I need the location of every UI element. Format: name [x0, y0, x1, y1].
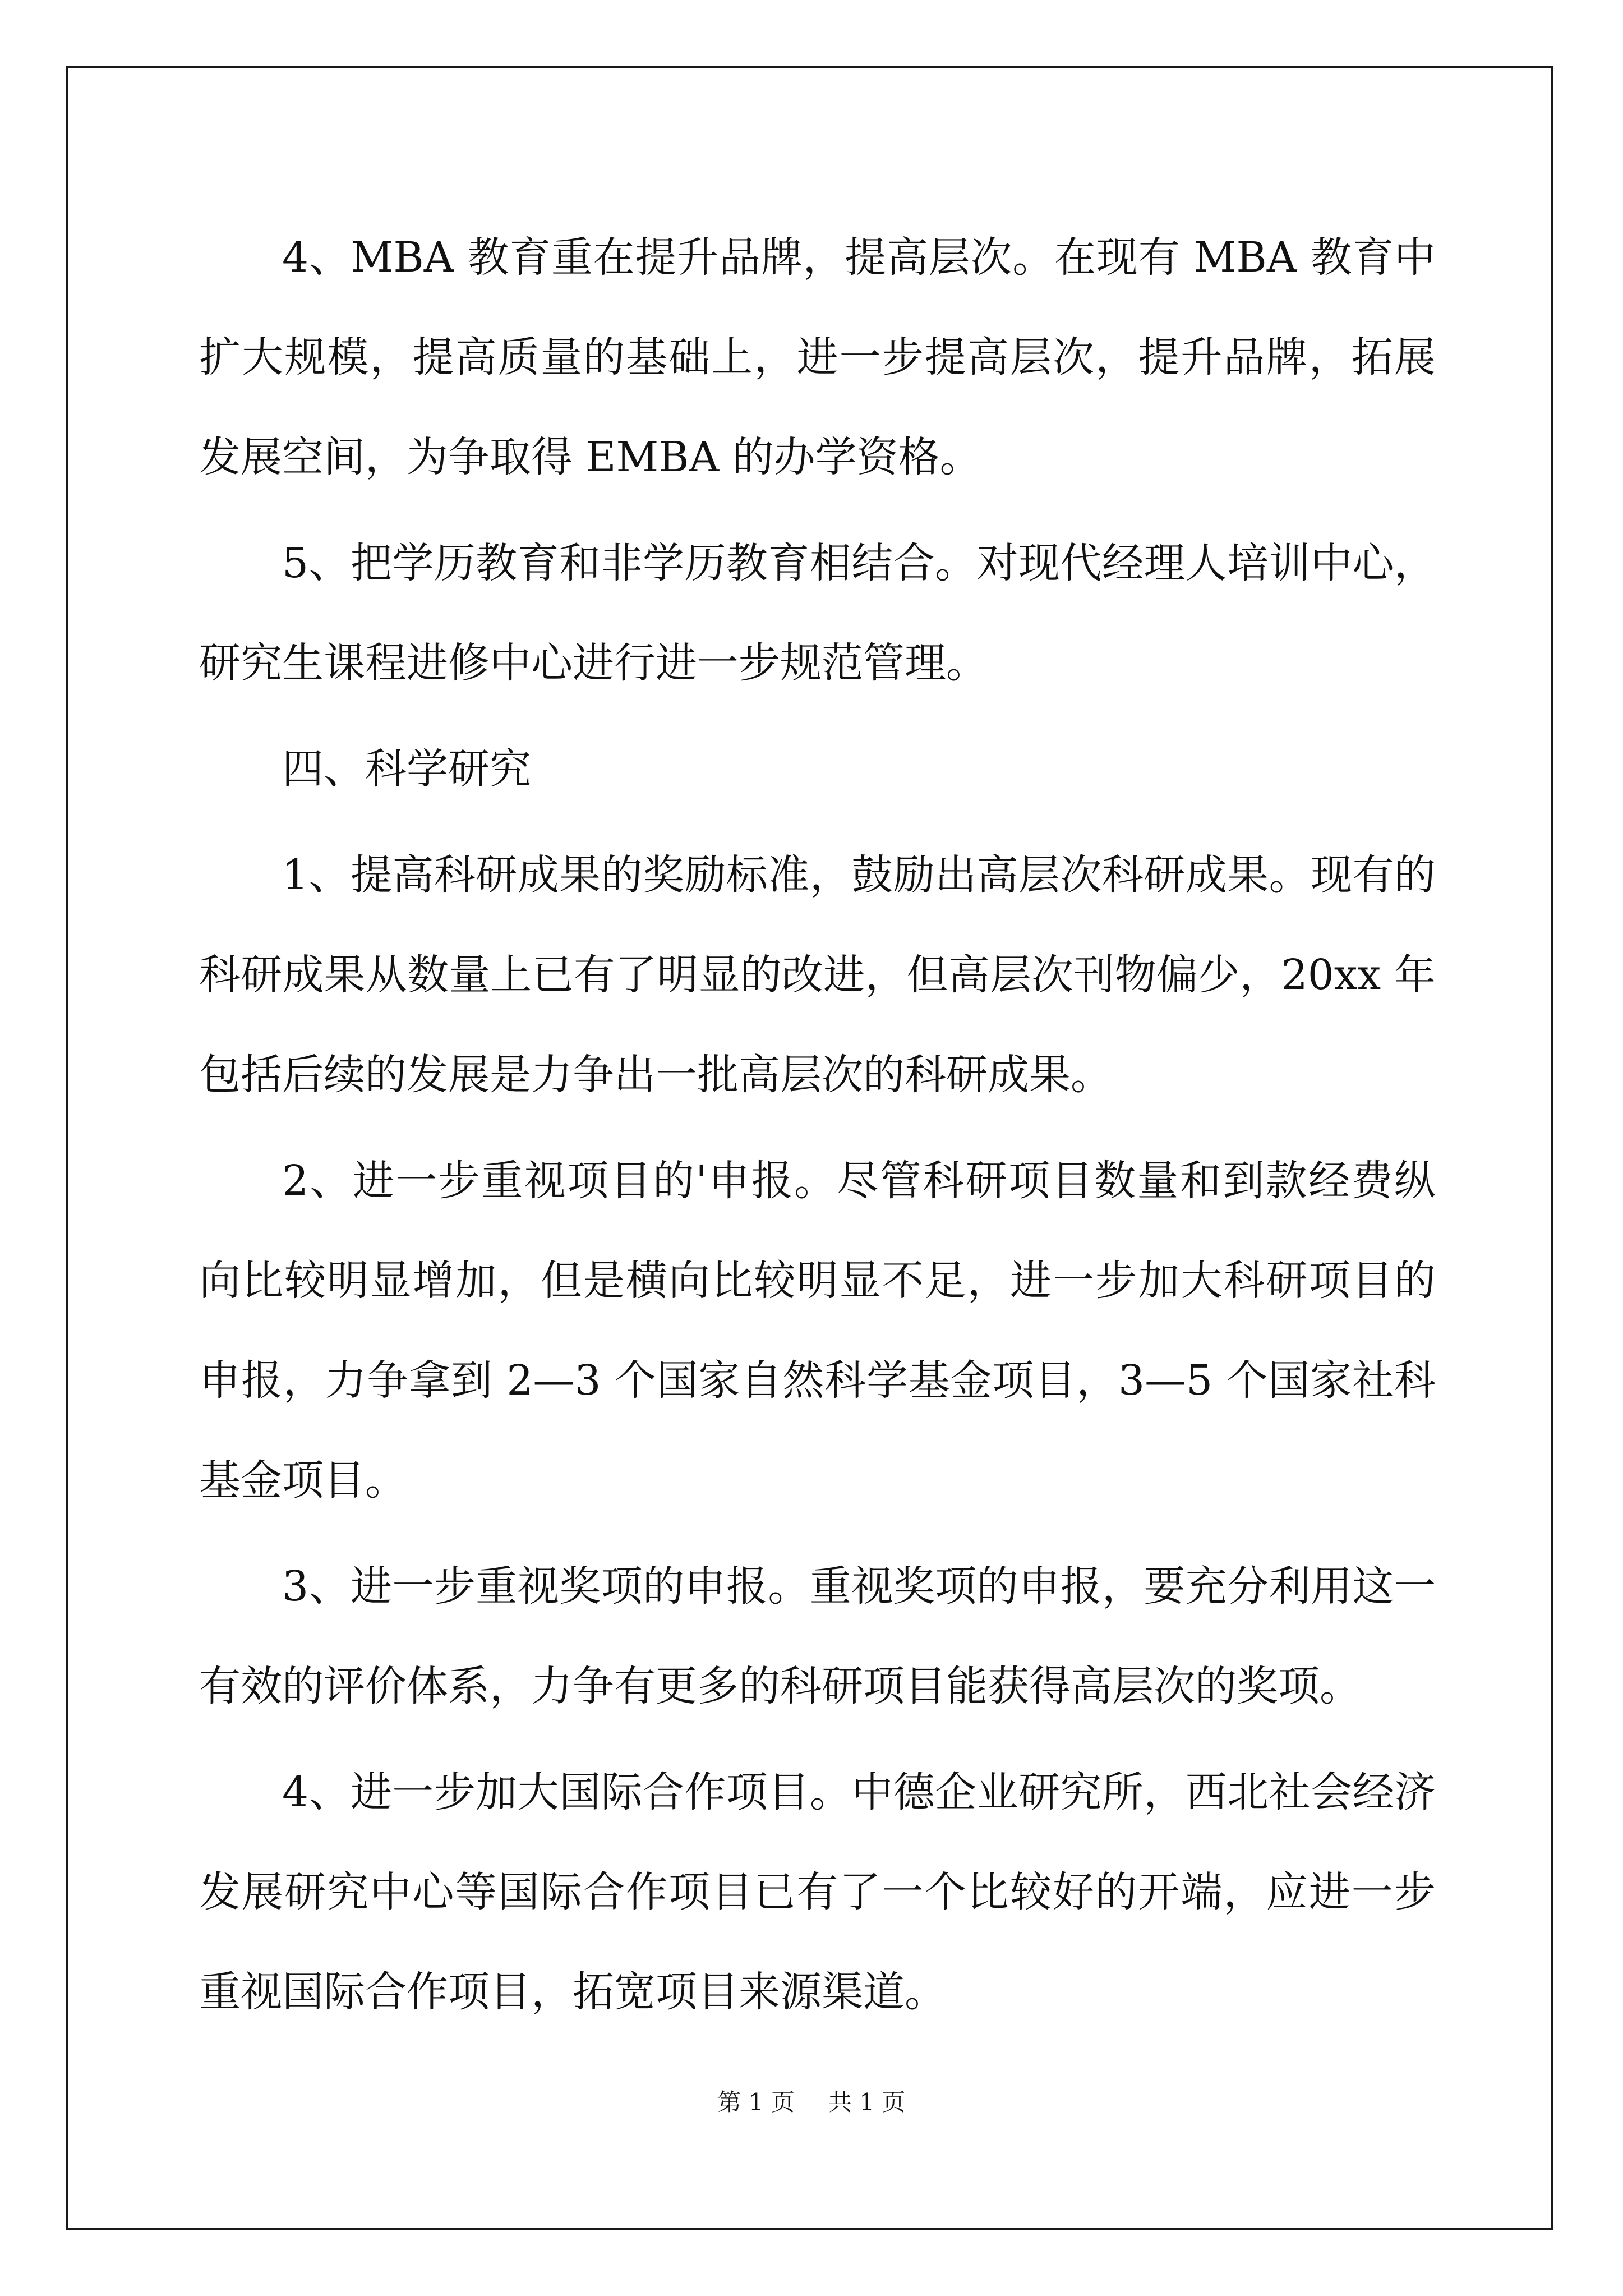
paragraph-project-application: 2、进一步重视项目的'申报。尽管科研项目数量和到款经费纵向比较明显增加，但是横向比较明显不足，进一步加大科研项目的申报，力争拿到 2—3 个国家自然科学基金项目，3—5 个国家社科基金项目。: [199, 1157, 1436, 1504]
section-heading-research: 四、科学研究: [282, 745, 531, 793]
page-number: 第 1 页: [717, 2088, 795, 2116]
paragraph-research-results: 1、提高科研成果的奖励标准，鼓励出高层次科研成果。现有的科研成果从数量上已有了明显的改进，但高层次刊物偏少，20xx 年包括后续的发展是力争出一批高层次的科研成果。: [199, 851, 1436, 1099]
paragraph-education: 5、把学历教育和非学历教育相结合。对现代经理人培训中心，研究生课程进修中心进行进一步规范管理。: [199, 539, 1436, 687]
paragraph-international: 4、进一步加大国际合作项目。中德企业研究所，西北社会经济发展研究中心等国际合作项目已有了一个比较好的开端，应进一步重视国际合作项目，拓宽项目来源渠道。: [199, 1768, 1436, 2016]
document-body: [199, 208, 1436, 2048]
page-total: 共 1 页: [828, 2088, 906, 2116]
paragraph-mba: 4、MBA 教育重在提升品牌，提高层次。在现有 MBA 教育中扩大规模，提高质量的基础上，进一步提高层次，提升品牌，拓展发展空间，为争取得 EMBA 的办学资格。: [199, 233, 1436, 481]
paragraph-awards: 3、进一步重视奖项的申报。重视奖项的申报，要充分利用这一有效的评价体系，力争有更多的科研项目能获得高层次的奖项。: [199, 1562, 1436, 1710]
page-footer: [0, 2084, 1623, 2118]
